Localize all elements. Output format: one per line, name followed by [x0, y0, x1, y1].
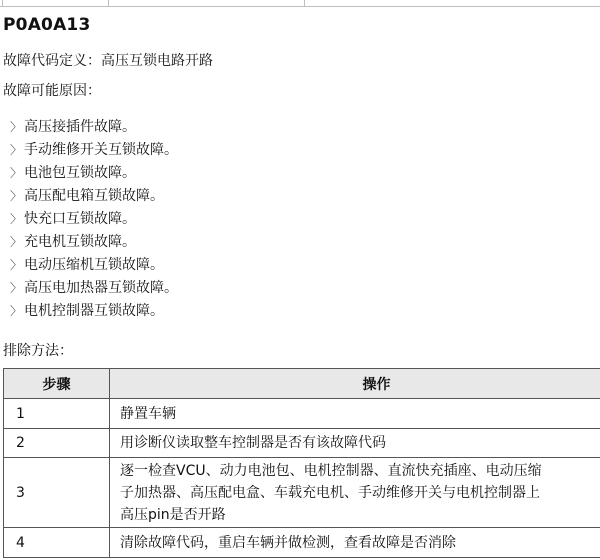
bullet-icon: 〉 [10, 143, 23, 157]
bullet-icon: 〉 [10, 281, 23, 295]
step-number: 3 [4, 458, 110, 528]
bullet-icon: 〉 [10, 120, 23, 134]
cause-item [10, 277, 178, 300]
cause-text: 高压电加热器互锁故障。 [24, 280, 178, 296]
cause-text: 充电机互锁故障。 [24, 234, 136, 250]
step-operation [110, 429, 600, 458]
bullet-icon: 〉 [10, 235, 23, 249]
cause-item [10, 185, 178, 208]
fault-definition: 故障代码定义：高压互锁电路开路 [3, 53, 213, 69]
bullet-icon: 〉 [10, 212, 23, 226]
cause-item [10, 162, 178, 185]
step-number: 2 [4, 429, 110, 458]
cause-item [10, 231, 178, 254]
operation-text: 用诊断仪读取整车控制器是否有该故障代码 [120, 435, 386, 451]
header-step: 步骤 [4, 369, 110, 399]
operation-text: 逐一检查VCU、动力电池包、电机控制器、直流快充插座、电动压缩 [120, 462, 542, 479]
step-operation [110, 399, 600, 429]
operation-text: 清除故障代码，重启车辆并做检测，查看故障是否消除 [120, 534, 456, 551]
top-border [0, 0, 600, 7]
cause-item [10, 139, 178, 162]
border-tick [304, 0, 305, 6]
method-heading: 排除方法： [3, 343, 73, 359]
bullet-icon: 〉 [10, 166, 23, 180]
operation-text: 子加热器、高压配电盒、车载充电机、手动维修开关与电机控制器上 [120, 484, 540, 501]
cause-item [10, 116, 178, 139]
bullet-icon: 〉 [10, 258, 23, 272]
cause-item [10, 300, 178, 323]
cause-text: 电池包互锁故障。 [24, 165, 136, 181]
step-operation [110, 528, 600, 558]
table-row [4, 528, 600, 558]
cause-text: 手动维修开关互锁故障。 [24, 142, 178, 158]
step-number: 1 [4, 399, 110, 429]
table-header-row [4, 369, 600, 399]
cause-list [10, 116, 178, 323]
step-number: 4 [4, 528, 110, 558]
table-row [4, 399, 600, 429]
step-operation [110, 458, 600, 528]
cause-text: 电机控制器互锁故障。 [24, 303, 164, 319]
causes-heading: 故障可能原因： [3, 83, 101, 99]
bullet-icon: 〉 [10, 304, 23, 318]
table-row [4, 429, 600, 458]
cause-item [10, 254, 178, 277]
cause-item [10, 208, 178, 231]
cause-text: 高压接插件故障。 [24, 119, 136, 135]
border-tick [108, 0, 109, 6]
border-tick [2, 0, 3, 6]
operation-text: 高压pin是否开路 [120, 506, 226, 523]
operation-text: 静置车辆 [120, 405, 176, 422]
cause-text: 快充口互锁故障。 [24, 211, 136, 227]
cause-text: 高压配电箱互锁故障。 [24, 188, 164, 204]
cause-text: 电动压缩机互锁故障。 [24, 257, 164, 273]
fault-code-title: P0A0A13 [3, 15, 91, 35]
troubleshooting-table [3, 368, 600, 558]
header-operation: 操作 [110, 369, 600, 399]
table-row [4, 458, 600, 528]
bullet-icon: 〉 [10, 189, 23, 203]
